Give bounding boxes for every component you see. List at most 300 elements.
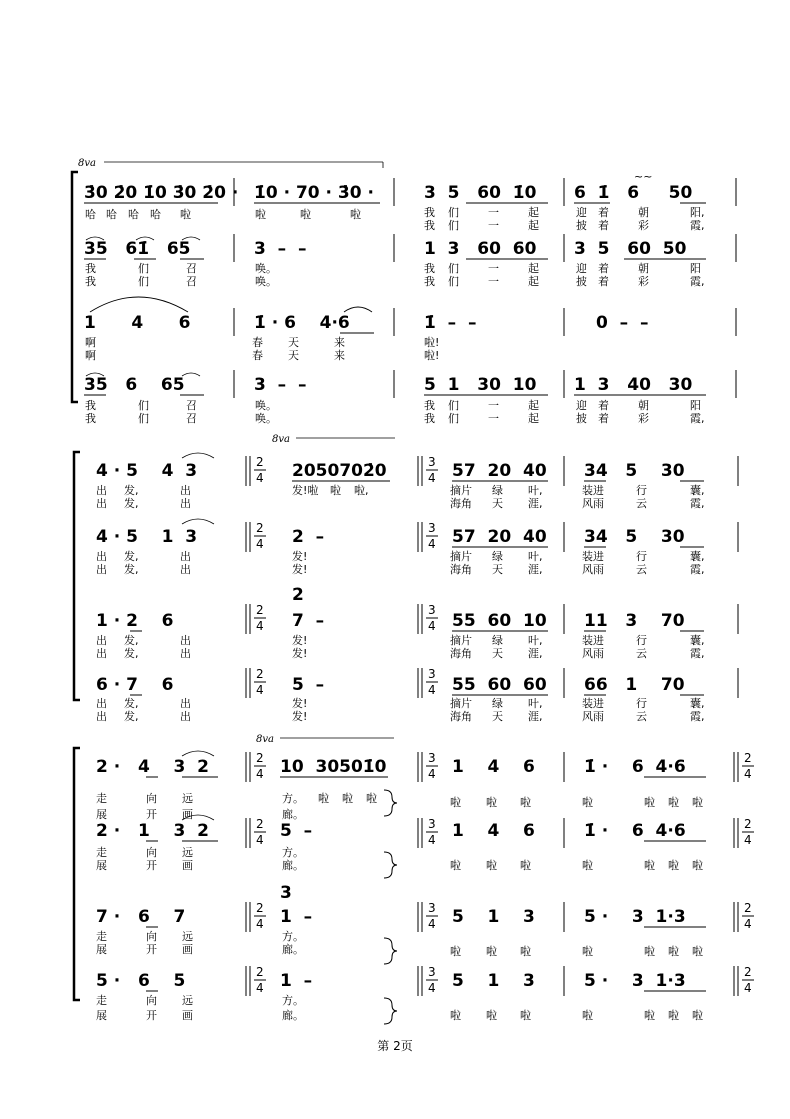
svg-text:2: 2 [256,521,264,535]
measure-2-4: 3 5 60 50 [574,239,687,259]
svg-text:装进: 装进 [582,484,604,497]
svg-text:云: 云 [636,563,647,576]
svg-text:画: 画 [182,943,193,956]
lyrics-8-1 [96,696,705,710]
svg-text:走: 走 [96,846,107,859]
svg-text:3: 3 [428,901,436,915]
lyrics-5-2 [96,496,705,510]
measure-3-1: 1 4 6 [84,313,191,333]
svg-text:我: 我 [424,206,435,219]
svg-text:叶,: 叶, [528,484,543,497]
svg-text:发,: 发, [124,634,139,647]
svg-text:4: 4 [428,833,436,847]
svg-text:远: 远 [182,930,193,943]
svg-text:我: 我 [85,275,96,288]
svg-text:4: 4 [256,683,264,697]
svg-text:风雨: 风雨 [582,563,604,576]
svg-text:霞,: 霞, [690,647,705,660]
measure-3-4: 0 – – [596,313,649,333]
svg-text:啦: 啦 [255,208,266,221]
svg-text:画: 画 [182,1009,193,1022]
svg-text:啊: 啊 [85,349,96,362]
svg-text:摘片: 摘片 [450,634,472,647]
svg-text:3: 3 [428,667,436,681]
svg-text:2: 2 [744,901,752,915]
svg-text:霞,: 霞, [690,275,705,288]
lyrics-7-1 [96,633,705,647]
svg-text:云: 云 [636,497,647,510]
svg-text:4: 4 [744,917,752,931]
svg-text:啦: 啦 [644,945,655,958]
measure-7-1: 1 · 2 6 [96,611,174,631]
svg-text:云: 云 [636,647,647,660]
svg-text:迎: 迎 [576,206,587,219]
measure-7-3: 55 60 10 [452,611,547,631]
svg-text:啦: 啦 [692,1009,703,1022]
svg-text:哈: 哈 [150,208,161,221]
svg-text:绿: 绿 [492,634,503,647]
svg-text:海角: 海角 [450,563,472,576]
measure-4-1: 35 6 65 [84,375,185,395]
svg-text:画: 画 [182,808,193,821]
svg-text:天: 天 [492,497,503,510]
svg-text:起: 起 [528,275,539,288]
svg-text:叶,: 叶, [528,634,543,647]
svg-text:阳: 阳 [690,262,701,275]
svg-text:4: 4 [428,683,436,697]
svg-text:出: 出 [96,634,107,647]
svg-text:出: 出 [180,697,191,710]
svg-text:我: 我 [424,262,435,275]
system-bracket [74,452,80,700]
svg-text:4: 4 [428,917,436,931]
svg-text:啦: 啦 [692,859,703,872]
svg-text:出: 出 [180,484,191,497]
svg-text:啦: 啦 [644,1009,655,1022]
svg-text:一: 一 [488,399,499,412]
measure-6-1: 4 · 5 1 3 [96,527,198,547]
measure-11-1: 7 · 6 7 [96,907,186,927]
svg-text:出: 出 [96,550,107,563]
svg-text:哈: 哈 [85,208,96,221]
svg-text:3: 3 [428,817,436,831]
svg-text:发!: 发! [292,634,308,647]
svg-text:3: 3 [428,455,436,469]
svg-text:4: 4 [428,981,436,995]
measure-8-4: 66 1 70 [584,675,685,695]
svg-text:远: 远 [182,792,193,805]
measure-4-2: 3 – – [254,375,307,395]
svg-text:风雨: 风雨 [582,647,604,660]
lyrics-6-2 [96,562,705,576]
svg-text:出: 出 [180,647,191,660]
measure-10-1: 2 · 1 3 2 [96,821,209,841]
svg-text:们: 们 [448,219,459,232]
svg-text:霞,: 霞, [690,497,705,510]
svg-text:涯,: 涯, [528,647,543,660]
svg-text:起: 起 [528,262,539,275]
measure-6-4: 34 5 30 [584,527,685,547]
svg-text:开: 开 [146,859,157,872]
svg-text:霞,: 霞, [690,563,705,576]
svg-text:啦: 啦 [668,859,679,872]
svg-text:叶,: 叶, [528,697,543,710]
svg-text:出: 出 [96,563,107,576]
svg-text:出: 出 [96,697,107,710]
svg-text:2: 2 [744,751,752,765]
svg-text:霞,: 霞, [690,412,705,425]
svg-text:3: 3 [428,521,436,535]
svg-text:4: 4 [256,917,264,931]
measure-2-1: 35 61̇ 65 [84,239,191,259]
svg-text:着: 着 [598,219,609,232]
svg-text:着: 着 [598,275,609,288]
svg-text:霞,: 霞, [690,710,705,723]
svg-text:啦: 啦 [350,208,361,221]
svg-text:朝: 朝 [638,206,649,219]
svg-text:走: 走 [96,930,107,943]
system-1 [72,158,736,425]
svg-text:们: 们 [448,206,459,219]
svg-text:廊。: 廊。 [282,859,304,872]
svg-text:啦: 啦 [330,484,341,497]
svg-text:啦: 啦 [582,945,593,958]
svg-text:朝: 朝 [638,262,649,275]
svg-text:唤。: 唤。 [255,412,277,425]
svg-text:来: 来 [334,336,345,349]
svg-text:啦: 啦 [180,208,191,221]
measure-8-1: 6 · 7 6 [96,675,174,695]
svg-text:开: 开 [146,1009,157,1022]
measure-1-3: 3 5 60 1̇0 [424,183,537,203]
octave-mark: 8va [272,434,290,445]
measure-1-4: 6 1̇ 6 50 [574,183,693,203]
svg-text:起: 起 [528,412,539,425]
lyrics-10-1 [96,845,304,859]
svg-text:啦: 啦 [520,945,531,958]
svg-text:摘片: 摘片 [450,697,472,710]
svg-text:啦: 啦 [486,796,497,809]
upper-note: 3 [280,883,292,903]
svg-text:啦: 啦 [668,796,679,809]
svg-text:2: 2 [744,965,752,979]
svg-text:一: 一 [488,262,499,275]
measure-5-3: 57 20 40 [452,461,547,481]
brace-right [384,852,397,878]
lyrics-8-2 [96,709,705,723]
svg-text:出: 出 [180,497,191,510]
lyrics-2-2 [85,274,705,288]
measure-10-2: 5 – [280,821,313,841]
svg-text:啦: 啦 [582,859,593,872]
svg-text:啦: 啦 [342,792,353,805]
svg-text:啦: 啦 [450,945,461,958]
svg-text:廊。: 廊。 [282,943,304,956]
measure-3-3: 1̇ – – [424,313,477,333]
lala-11 [450,944,703,958]
svg-text:行: 行 [636,550,647,563]
svg-text:囊,: 囊, [690,634,705,647]
svg-text:4: 4 [428,471,436,485]
lyrics-7-2 [96,646,705,660]
svg-text:3: 3 [428,751,436,765]
measure-8-2: 5 – [292,675,325,695]
measure-12-2: 1 – [280,971,313,991]
svg-text:4: 4 [744,833,752,847]
svg-text:召: 召 [186,262,197,275]
svg-text:唤。: 唤。 [255,399,277,412]
svg-text:召: 召 [186,275,197,288]
svg-text:2: 2 [256,603,264,617]
measure-4-4: 1 3 40 30 [574,375,693,395]
svg-text:装进: 装进 [582,634,604,647]
measure-5-4: 34 5 30 [584,461,685,481]
svg-text:发,: 发, [124,484,139,497]
svg-text:远: 远 [182,846,193,859]
svg-text:一: 一 [488,275,499,288]
svg-text:4: 4 [744,767,752,781]
lyrics-12-2 [96,1008,304,1022]
svg-text:风雨: 风雨 [582,497,604,510]
measure-2-3: 1 3 60 60 [424,239,537,259]
svg-text:向: 向 [146,792,157,805]
lyrics-6-1 [96,549,705,563]
measure-2-2: 3 – – [254,239,307,259]
svg-text:向: 向 [146,930,157,943]
lyrics-3-2 [85,348,439,362]
svg-text:2: 2 [256,901,264,915]
svg-text:啦: 啦 [450,1009,461,1022]
lala-9 [450,795,703,809]
svg-text:啦: 啦 [582,796,593,809]
svg-text:们: 们 [138,399,149,412]
measure-8-3: 55 60 60 [452,675,547,695]
svg-text:4: 4 [256,981,264,995]
svg-text:摘片: 摘片 [450,550,472,563]
svg-text:啊: 啊 [85,336,96,349]
svg-text:们: 们 [448,262,459,275]
svg-text:啦: 啦 [366,792,377,805]
measure-12-1: 5 · 6 5 [96,971,186,991]
lyrics-2-1 [85,261,701,275]
svg-text:春: 春 [252,349,263,362]
svg-text:啦: 啦 [450,859,461,872]
svg-text:廊。: 廊。 [282,808,304,821]
svg-text:一: 一 [488,412,499,425]
svg-text:行: 行 [636,697,647,710]
system-2 [74,434,738,723]
svg-text:啦: 啦 [692,796,703,809]
svg-text:着: 着 [598,399,609,412]
svg-text:海角: 海角 [450,647,472,660]
svg-text:啦: 啦 [520,1009,531,1022]
svg-text:啦: 啦 [486,1009,497,1022]
svg-text:向: 向 [146,846,157,859]
svg-text:绿: 绿 [492,550,503,563]
measure-4-3: 5 1 30 10 [424,375,537,395]
svg-text:召: 召 [186,412,197,425]
svg-text:霞,: 霞, [690,219,705,232]
measure-12-3: 5 1 3 [452,971,535,991]
measure-12-4: 5 · 3 1·3 [584,971,686,991]
svg-text:出: 出 [180,710,191,723]
svg-text:来: 来 [334,349,345,362]
svg-text:2: 2 [256,817,264,831]
svg-text:天: 天 [492,647,503,660]
svg-text:走: 走 [96,792,107,805]
svg-text:啦,: 啦, [354,484,369,497]
svg-text:4: 4 [428,537,436,551]
svg-text:我: 我 [424,219,435,232]
lyrics-10-2 [96,858,304,872]
measure-5-2: 2050702̇0 [292,461,387,481]
svg-text:天: 天 [288,349,299,362]
svg-text:叶,: 叶, [528,550,543,563]
svg-text:们: 们 [138,275,149,288]
brace-right [384,938,397,964]
svg-text:2: 2 [256,667,264,681]
svg-text:披: 披 [576,412,587,425]
measure-1-1: 3̇0 2̇0 1̇0 3̇0 2̇0 · [84,183,239,203]
svg-text:2: 2 [256,455,264,469]
svg-text:方。: 方。 [282,930,304,943]
measure-3-2: 1̇ · 6 4·6 [254,313,350,333]
svg-text:海角: 海角 [450,710,472,723]
svg-text:4: 4 [256,471,264,485]
svg-text:我: 我 [85,262,96,275]
measure-5-1: 4 · 5 4 3 [96,461,198,481]
svg-text:2: 2 [744,817,752,831]
svg-text:啦: 啦 [486,945,497,958]
svg-text:发!: 发! [292,563,308,576]
svg-text:们: 们 [448,412,459,425]
svg-text:召: 召 [186,399,197,412]
svg-text:展: 展 [96,1009,107,1022]
lyrics-4-2 [85,411,705,425]
svg-text:起: 起 [528,219,539,232]
system-3 [74,734,754,1024]
svg-text:2: 2 [256,751,264,765]
svg-text:向: 向 [146,994,157,1007]
lala-12 [450,1008,703,1022]
svg-text:朝: 朝 [638,399,649,412]
measure-9-3: 1 4 6 [452,757,535,777]
svg-text:发!啦: 发!啦 [292,484,319,497]
svg-text:我: 我 [85,412,96,425]
svg-text:画: 画 [182,859,193,872]
svg-text:发!: 发! [292,697,308,710]
lyrics-9-1 [96,791,377,805]
svg-text:啦: 啦 [318,792,329,805]
measure-10-4: 1̇ · 6 4·6 [584,821,686,841]
octave-mark: 8va [78,158,96,169]
svg-text:走: 走 [96,994,107,1007]
svg-text:我: 我 [424,275,435,288]
svg-text:4: 4 [256,767,264,781]
svg-text:廊。: 廊。 [282,1009,304,1022]
svg-text:哈: 哈 [128,208,139,221]
svg-text:4: 4 [428,619,436,633]
svg-text:涯,: 涯, [528,710,543,723]
svg-text:哈: 哈 [106,208,117,221]
svg-text:着: 着 [598,412,609,425]
svg-text:展: 展 [96,808,107,821]
svg-text:发!: 发! [292,710,308,723]
time-signatures [254,751,754,995]
svg-text:啦: 啦 [450,796,461,809]
svg-text:起: 起 [528,399,539,412]
svg-text:我: 我 [424,412,435,425]
svg-text:们: 们 [138,412,149,425]
svg-text:装进: 装进 [582,697,604,710]
svg-text:海角: 海角 [450,497,472,510]
svg-text:彩: 彩 [638,412,649,425]
lyrics-11-2 [96,942,304,956]
system-bracket [72,172,78,402]
svg-text:啦: 啦 [486,859,497,872]
svg-text:们: 们 [448,399,459,412]
svg-text:啦: 啦 [520,859,531,872]
svg-text:阳: 阳 [690,399,701,412]
svg-text:啦: 啦 [644,796,655,809]
trill-mark: ~~ [634,170,653,183]
svg-text:囊,: 囊, [690,484,705,497]
svg-text:3: 3 [428,965,436,979]
svg-text:2: 2 [256,965,264,979]
upper-note: 2 [292,585,304,605]
svg-text:我: 我 [85,399,96,412]
measure-6-2: 2 – [292,527,325,547]
svg-text:云: 云 [636,710,647,723]
svg-text:啦!: 啦! [424,336,440,349]
svg-text:彩: 彩 [638,219,649,232]
lyrics-11-1 [96,929,304,943]
svg-text:啦: 啦 [668,1009,679,1022]
svg-text:4: 4 [744,981,752,995]
measure-9-1: 2 · 4 3 2 [96,757,209,777]
svg-text:行: 行 [636,634,647,647]
svg-text:出: 出 [180,563,191,576]
brace-right [384,790,397,816]
page-number: 第 2页 [377,1039,413,1053]
measure-9-2: 10 30501̇0 [280,757,387,777]
svg-text:啦: 啦 [644,859,655,872]
measure-1-2: 1̇0 · 70 · 3̇0 · [254,183,374,203]
svg-text:春: 春 [252,336,263,349]
svg-text:们: 们 [448,275,459,288]
svg-text:4: 4 [428,767,436,781]
svg-text:方。: 方。 [282,994,304,1007]
svg-text:4: 4 [256,619,264,633]
svg-text:远: 远 [182,994,193,1007]
svg-text:发,: 发, [124,697,139,710]
octave-mark: 8va [256,734,274,745]
svg-text:开: 开 [146,943,157,956]
svg-text:开: 开 [146,808,157,821]
svg-text:着: 着 [598,262,609,275]
lyrics-1-1 [85,205,705,221]
svg-text:发!: 发! [292,550,308,563]
svg-text:一: 一 [488,206,499,219]
svg-text:着: 着 [598,206,609,219]
svg-text:啦: 啦 [692,945,703,958]
lyrics-5-1 [96,483,705,497]
svg-text:天: 天 [492,563,503,576]
measure-6-3: 57 20 40 [452,527,547,547]
svg-text:出: 出 [96,497,107,510]
svg-text:方。: 方。 [282,792,304,805]
svg-text:发!: 发! [292,647,308,660]
